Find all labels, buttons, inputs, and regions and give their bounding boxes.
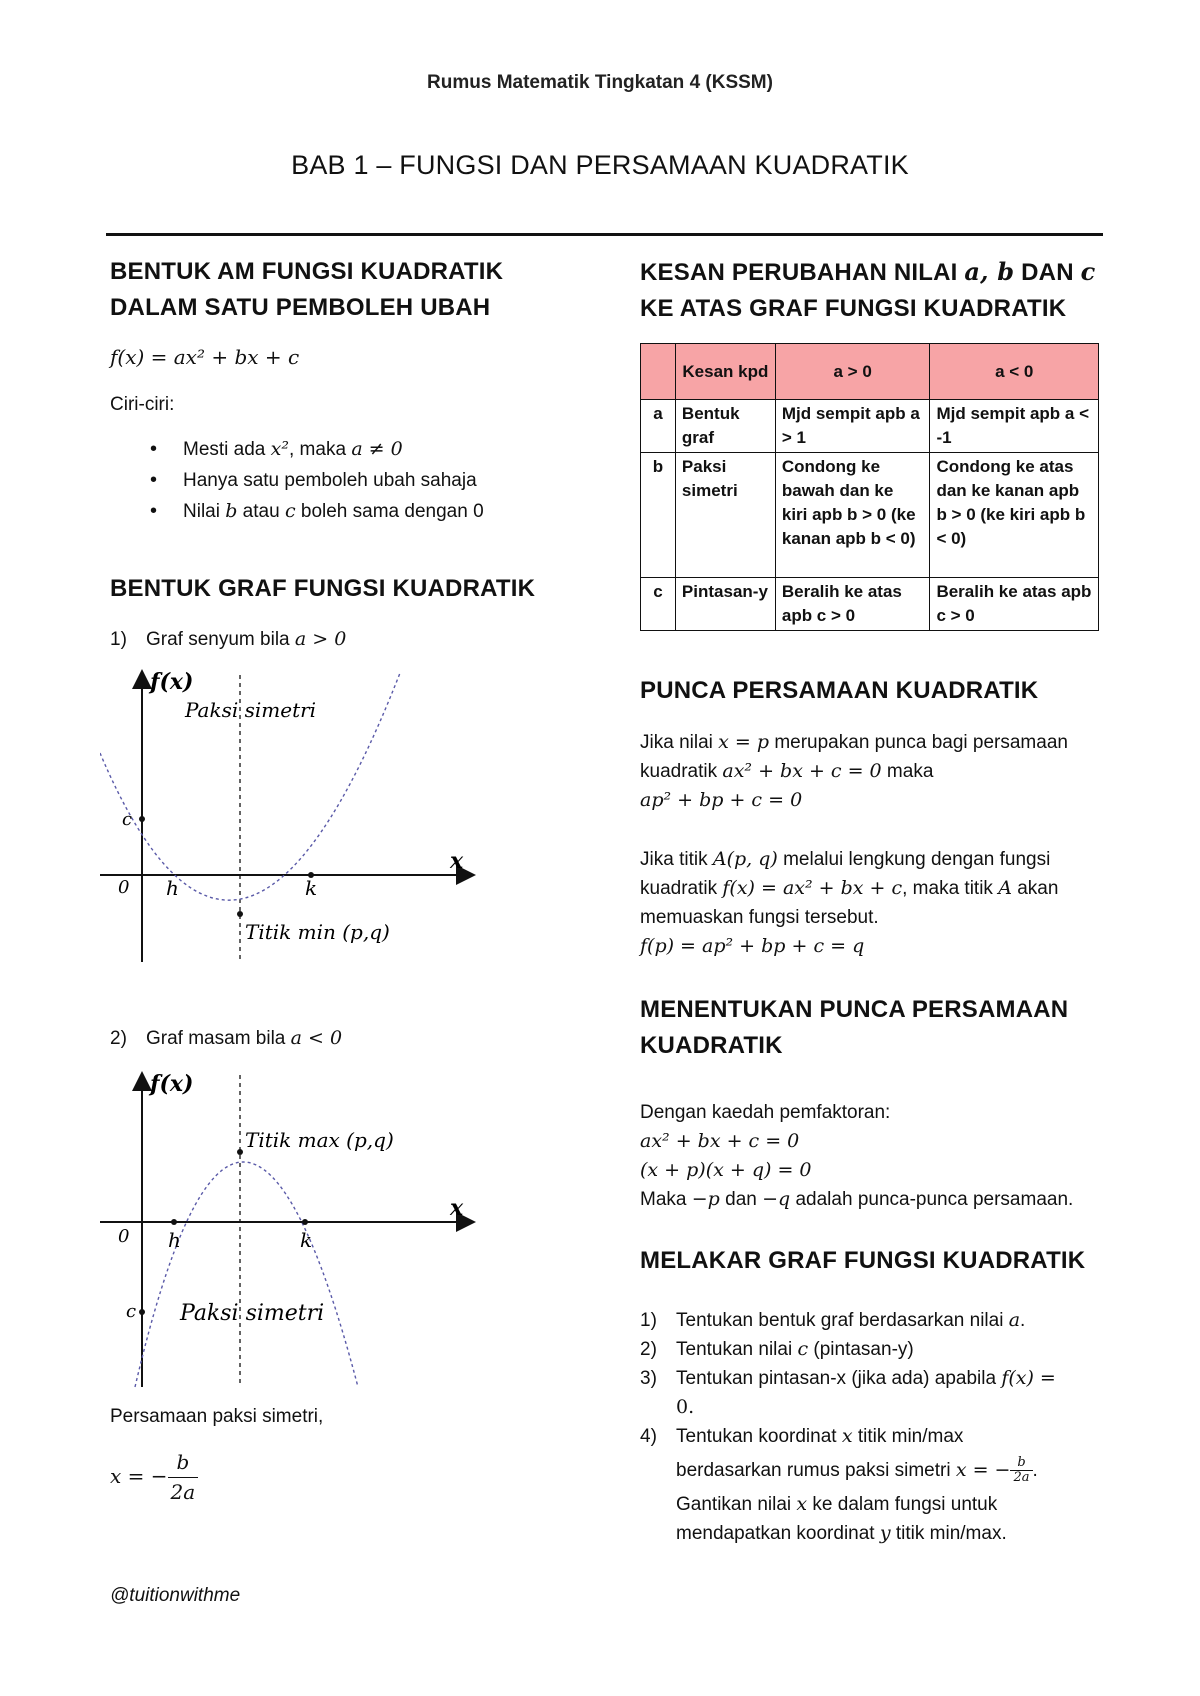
- table-cell: Mjd sempit apb a < -1: [930, 400, 1099, 453]
- section-kesan-title: KESAN PERUBAHAN NILAI a, b DAN c KE ATAS GRAF FUNGSI KUADRATIK: [640, 257, 1096, 322]
- paksi-simetri-text: Persamaan paksi simetri,: [110, 1406, 324, 1427]
- x-label: x: [450, 848, 464, 874]
- parabola-curve: [135, 1162, 358, 1387]
- fx-label: f(x): [150, 669, 194, 695]
- punca-paragraph-2: Jika titik A(p, q) melalui lengkung dengan fungsi kuadratik f(x) = ax² + bx + c, maka titik A akan memuaskan fungsi tersebut. f(p) = ap² + bp + c = q: [640, 848, 1059, 957]
- table-cell: Bentuk graf: [675, 400, 775, 453]
- section-bentuk-am-title: BENTUK AM FUNGSI KUADRATIK DALAM SATU PEMBOLEH UBAH: [110, 258, 504, 321]
- kesan-table: [640, 343, 1099, 631]
- symmetry-axis-label: Paksi simetri: [180, 1301, 325, 1326]
- list-item: 1) Tentukan bentuk graf berdasarkan nilai a.: [640, 1309, 1026, 1331]
- x-label: x: [450, 1195, 464, 1221]
- graph1-caption: 1) Graf senyum bila a > 0: [110, 628, 347, 650]
- list-item: • Nilai b atau c boleh sama dengan 0: [110, 496, 570, 527]
- table-header-cell: [641, 344, 676, 400]
- section-melakar-title: MELAKAR GRAF FUNGSI KUADRATIK: [640, 1247, 1086, 1274]
- h-label: h: [166, 876, 179, 900]
- page-header: Rumus Matematik Tingkatan 4 (KSSM): [427, 72, 773, 93]
- table-cell: Pintasan-y: [675, 578, 775, 631]
- list-item: 3) Tentukan pintasan-x (jika ada) apabila f(x) =: [640, 1367, 1056, 1389]
- symmetry-axis-label: Paksi simetri: [185, 698, 317, 722]
- table-row: [641, 578, 1099, 631]
- table-row: [641, 453, 1099, 578]
- table-header-cell: a < 0: [930, 344, 1099, 400]
- table-cell: b: [641, 453, 676, 578]
- punca-paragraph-1: Jika nilai x = p merupakan punca bagi persamaan kuadratik ax² + bx + c = 0 maka ap² + bp + c = 0: [640, 731, 1068, 811]
- table-cell: a: [641, 400, 676, 453]
- section-punca-title: PUNCA PERSAMAAN KUADRATIK: [640, 677, 1039, 704]
- graph-max-parabola: [100, 1067, 490, 1397]
- table-header-cell: Kesan kpd: [675, 344, 775, 400]
- c-label: c: [122, 809, 133, 830]
- list-item: • Mesti ada x², maka a ≠ 0: [110, 434, 570, 465]
- list-item: 2) Tentukan nilai c (pintasan-y): [640, 1338, 914, 1360]
- graph2-caption: 2) Graf masam bila a < 0: [110, 1027, 343, 1049]
- c-label: c: [126, 1301, 137, 1322]
- table-cell: Mjd sempit apb a > 1: [775, 400, 930, 453]
- section-bentuk-graf-title: BENTUK GRAF FUNGSI KUADRATIK: [110, 575, 536, 602]
- table-cell: Paksi simetri: [675, 453, 775, 578]
- table-cell: c: [641, 578, 676, 631]
- table-cell: Beralih ke atas apb c > 0: [930, 578, 1099, 631]
- h-label: h: [168, 1228, 181, 1252]
- table-header-cell: a > 0: [775, 344, 930, 400]
- vertex-label: Titik min (p,q): [245, 920, 390, 944]
- fx-label: f(x): [150, 1071, 194, 1097]
- title-divider: [106, 233, 1103, 236]
- page-title: BAB 1 – FUNGSI DAN PERSAMAAN KUADRATIK: [291, 150, 909, 180]
- section-menentukan-title: MENENTUKAN PUNCA PERSAMAAN KUADRATIK: [640, 996, 1069, 1059]
- table-cell: Beralih ke atas apb c > 0: [775, 578, 930, 631]
- origin-label: 0: [118, 1226, 130, 1247]
- table-row: [641, 400, 1099, 453]
- ciri-list: [110, 434, 570, 527]
- paksi-simetri-formula: x = − $\frac{b}{2a}$: [110, 1448, 198, 1507]
- origin-label: 0: [118, 877, 130, 898]
- table-cell: Condong ke bawah dan ke kiri apb b > 0 (ke kanan apb b < 0): [775, 453, 930, 578]
- melakar-steps: 1) Tentukan bentuk graf berdasarkan nilai a. 2) Tentukan nilai c (pintasan-y) 3) Tentukan pintasan-x (jika ada) apabila f(x) = 0. 4) Tentukan koordinat x titik min/max berdasarkan rumus paksi simetri x = − $\frac{b}{2a}$ . Gantikan nilai x ke dalam fungsi untuk mendapatkan koordinat y titik min/max.: [640, 1306, 1110, 1548]
- list-item: 4) Tentukan koordinat x titik min/max: [640, 1425, 964, 1447]
- graph-min-parabola: [100, 665, 490, 965]
- vertex-label: Titik max (p,q): [245, 1128, 394, 1152]
- k-label: k: [305, 876, 318, 900]
- list-item: • Hanya satu pemboleh ubah sahaja: [110, 465, 570, 496]
- general-form-formula: f(x) = ax² + bx + c: [110, 345, 300, 369]
- ciri-label: Ciri-ciri:: [110, 394, 175, 415]
- k-label: k: [300, 1228, 313, 1252]
- table-cell: Condong ke atas dan ke kanan apb b > 0 (ke kiri apb b < 0): [930, 453, 1099, 578]
- footer-handle: @tuitionwithme: [110, 1585, 241, 1606]
- pemfaktoran-block: Dengan kaedah pemfaktoran: ax² + bx + c = 0 (x + p)(x + q) = 0 Maka −p dan −q adalah punca-punca persamaan.: [640, 1102, 1074, 1210]
- table-header-row: [641, 344, 1099, 400]
